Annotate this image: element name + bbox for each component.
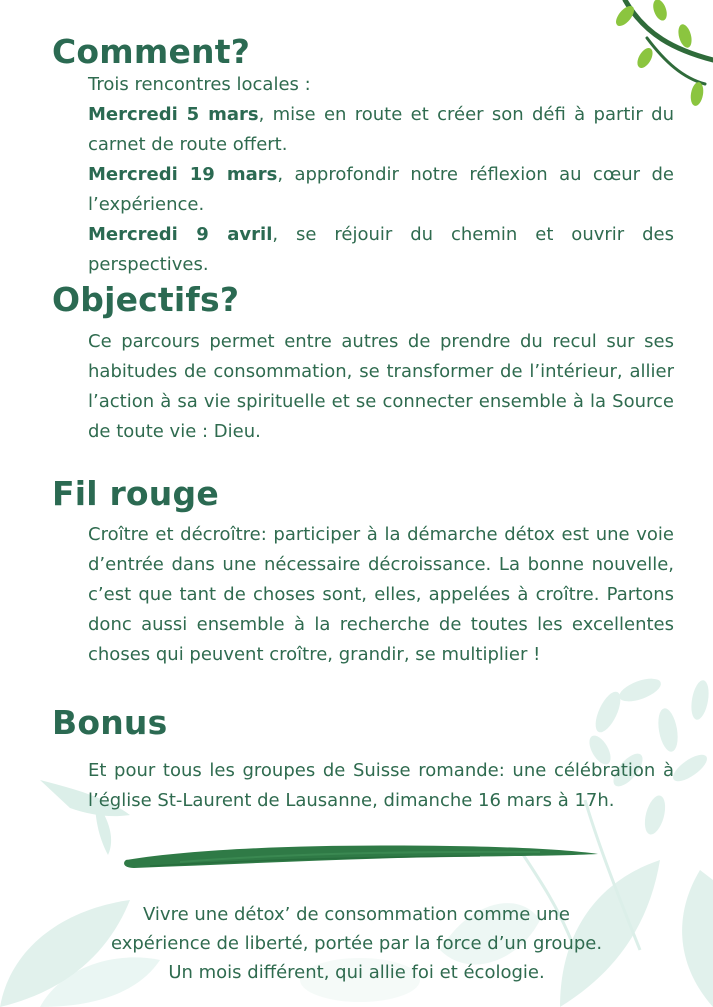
meeting-date: Mercredi 5 mars [88,104,259,125]
brush-stroke-divider [120,838,605,874]
fil-rouge-text: Croître et décroître: participer à la démarche détox est une voie d’entrée dans une nécessaire décroissance. La bonne nouvelle, c’est que tant de choses sont, elles, appelées à croître. Partons donc aussi ensemble à la recherche de toutes les excellentes choses qui peuvent croître, grandir, se multiplier ! [88,524,674,665]
fil-rouge-body [88,520,674,670]
heading-comment: Comment? [52,32,251,71]
footer-line: Vivre une détox’ de consommation comme une [143,904,570,925]
comment-intro: Trois rencontres locales : [88,74,311,95]
bonus-text: Et pour tous les groupes de Suisse romande: une célébration à l’église St-Laurent de Lausanne, dimanche 16 mars à 17h. [88,760,674,811]
heading-fil-rouge: Fil rouge [52,474,219,513]
heading-objectifs: Objectifs? [52,280,240,319]
footer-line: Un mois différent, qui allie foi et écologie. [168,962,545,983]
footer-tagline [0,900,713,987]
comment-body [88,70,674,280]
meeting-item-2 [88,160,674,220]
meeting-item-3 [88,220,674,280]
meeting-date: Mercredi 19 mars [88,164,278,185]
section-objectifs [52,280,677,447]
meeting-text: , approfondir notre réflexion au cœur de l’expérience. [88,164,674,215]
meeting-text: , mise en route et créer son défi à partir du carnet de route offert. [88,104,674,155]
section-fil-rouge [52,474,677,670]
section-bonus [52,703,677,816]
heading-bonus: Bonus [52,703,168,742]
meeting-item-1 [88,100,674,160]
meeting-date: Mercredi 9 avril [88,224,273,245]
objectifs-body [88,327,674,447]
section-comment [52,32,677,280]
meeting-text: , se réjouir du chemin et ouvrir des perspectives. [88,224,674,275]
objectifs-text: Ce parcours permet entre autres de prendre du recul sur ses habitudes de consommation, se transformer de l’intérieur, allier l’action à sa vie spirituelle et se connecter ensemble à la Source de toute vie : Dieu. [88,331,674,442]
footer-line: expérience de liberté, portée par la force d’un groupe. [110,933,603,954]
bonus-body [88,756,674,816]
